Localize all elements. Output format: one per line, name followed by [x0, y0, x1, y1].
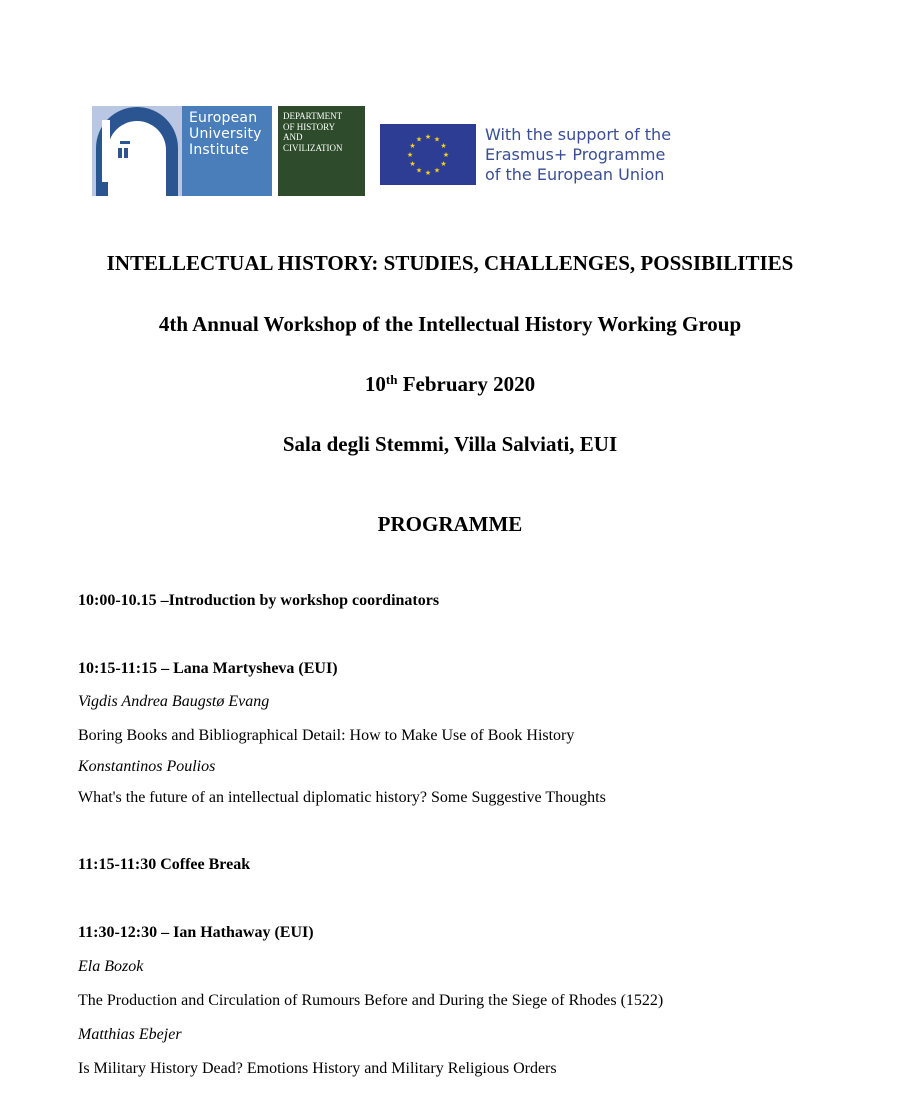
svg-text:★: ★ [442, 151, 450, 159]
svg-text:★: ★ [433, 135, 441, 144]
eu-stars-icon [380, 124, 476, 185]
session-1-talk-1: Boring Books and Bibliographical Detail: How to Make Use of Book History [78, 727, 575, 744]
svg-text:★: ★ [440, 142, 447, 150]
svg-text:★: ★ [424, 169, 432, 177]
session-2-speaker-1: Ela Bozok [78, 958, 144, 975]
document-title: INTELLECTUAL HISTORY: STUDIES, CHALLENGES, POSSIBILITIES [106, 251, 794, 275]
workshop-subtitle: 4th Annual Workshop of the Intellectual History Working Group [158, 312, 742, 336]
workshop-date: 10th February 2020 [364, 372, 536, 396]
session-1-heading: 10:15-11:15 – Lana Martysheva (EUI) [78, 660, 338, 677]
programme-heading: PROGRAMME [377, 512, 523, 536]
eui-logo [92, 106, 272, 196]
session-1-speaker-2: Konstantinos Poulios [78, 758, 216, 775]
session-2-speaker-2: Matthias Ebejer [78, 1026, 182, 1043]
svg-text:★: ★ [433, 166, 441, 175]
svg-text:★: ★ [415, 166, 423, 175]
intro-slot: 10:00-10.15 –Introduction by workshop coordinators [78, 592, 440, 609]
session-1-speaker-1: Vigdis Andrea Baugstø Evang [78, 693, 270, 710]
coffee-break: 11:15-11:30 Coffee Break [78, 856, 251, 873]
workshop-venue: Sala degli Stemmi, Villa Salviati, EUI [282, 432, 618, 456]
svg-text:★: ★ [424, 133, 432, 141]
erasmus-support-text: With the support of the Erasmus+ Programme of the European Union [485, 125, 672, 184]
session-1-talk-2: What's the future of an intellectual diplomatic history? Some Suggestive Thoughts [78, 789, 606, 806]
svg-text:★: ★ [440, 160, 447, 168]
department-name: DEPARTMENT OF HISTORY AND CIVILIZATION [283, 111, 343, 153]
eu-flag-logo [380, 124, 476, 185]
session-2-talk-2: Is Military History Dead? Emotions History and Military Religious Orders [78, 1060, 557, 1077]
svg-text:★: ★ [409, 142, 416, 150]
department-logo [278, 106, 365, 196]
eui-name: European University Institute [189, 110, 262, 158]
session-2-heading: 11:30-12:30 – Ian Hathaway (EUI) [78, 924, 314, 941]
eui-tower-icon [92, 106, 182, 196]
svg-text:★: ★ [409, 160, 416, 168]
session-2-talk-1: The Production and Circulation of Rumours Before and During the Siege of Rhodes (1522) [78, 992, 664, 1009]
svg-text:★: ★ [406, 151, 414, 159]
svg-text:★: ★ [415, 135, 423, 144]
